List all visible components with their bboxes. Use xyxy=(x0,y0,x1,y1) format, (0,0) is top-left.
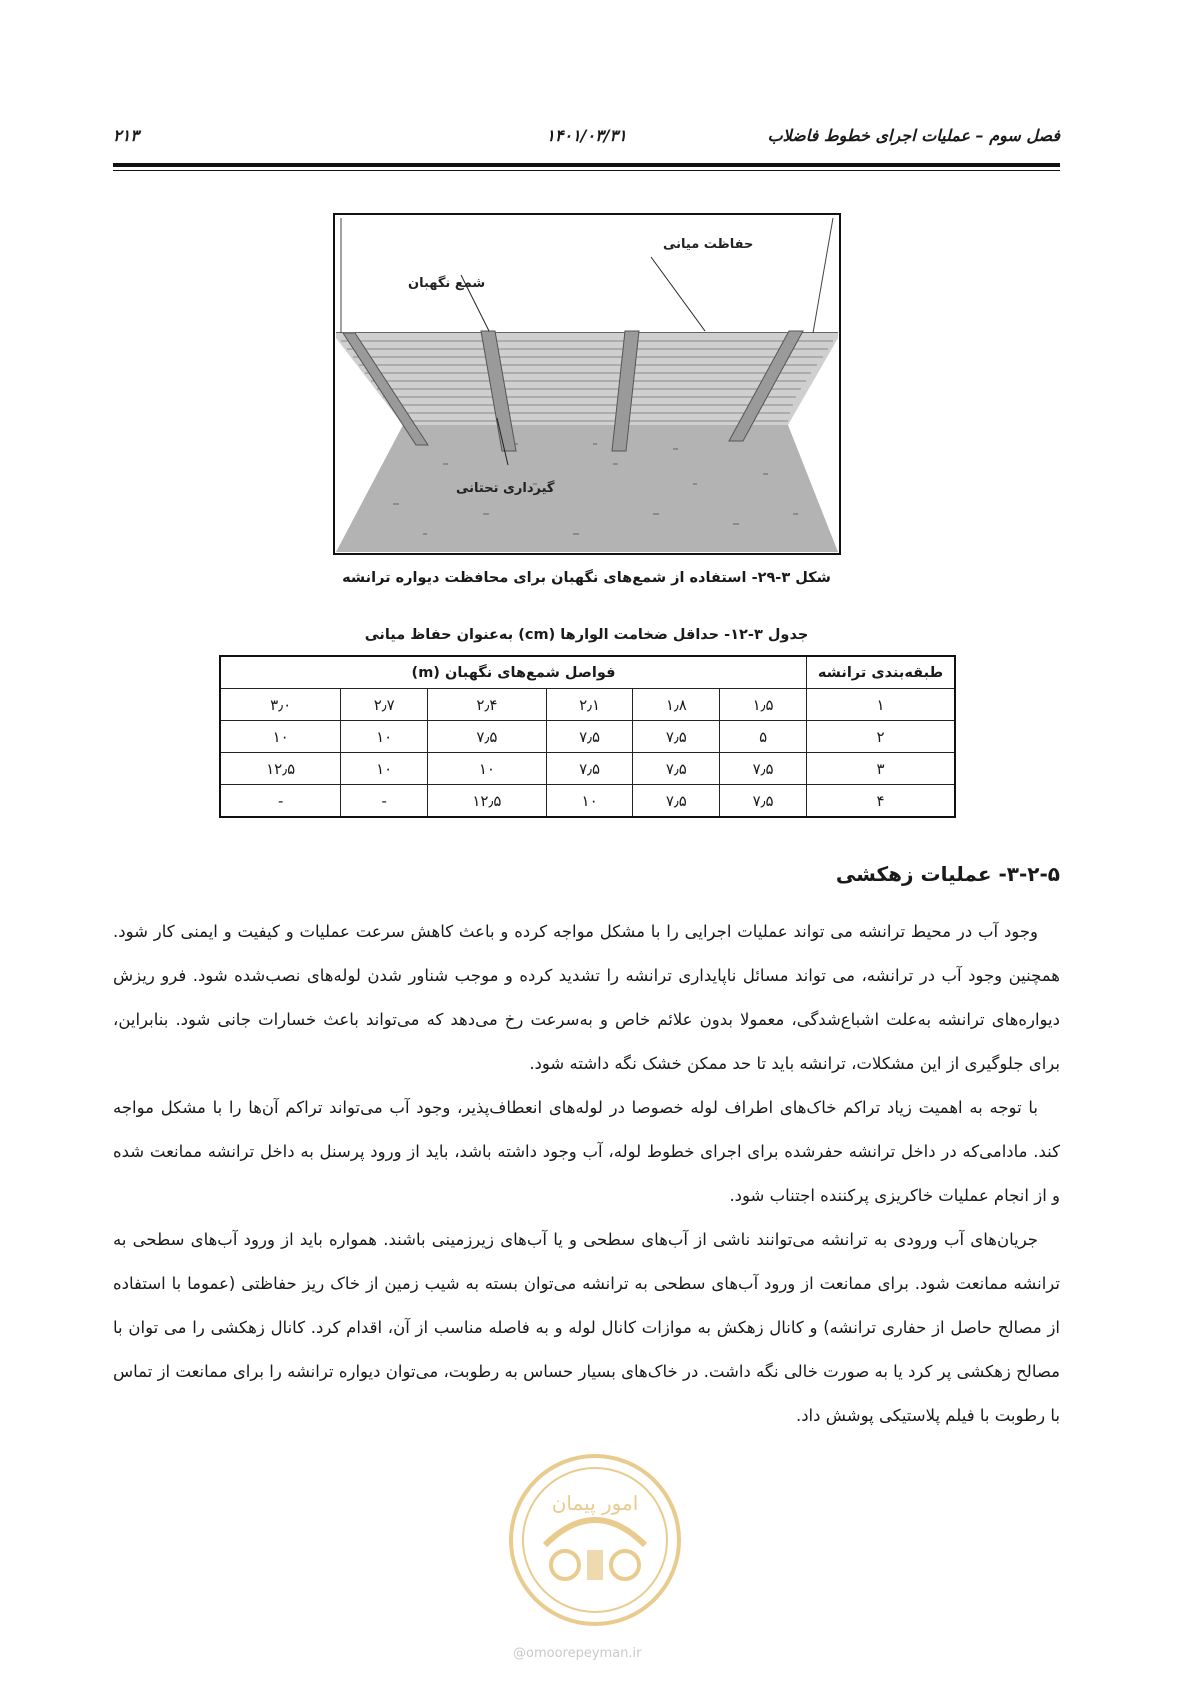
table-cell: ۱۲٫۵ xyxy=(220,753,341,785)
table-cell: ۱٫۵ xyxy=(720,689,807,721)
table-cell: ۱ xyxy=(807,689,956,721)
table-cell: ۱۰ xyxy=(220,721,341,753)
table-cell: ۲ xyxy=(807,721,956,753)
trench-figure xyxy=(333,213,841,555)
table-cell: ۵ xyxy=(720,721,807,753)
table-cell: - xyxy=(220,785,341,818)
table-row xyxy=(220,785,955,818)
watermark-url: @omoorepeyman.ir xyxy=(513,1646,642,1661)
table-cell: ۷٫۵ xyxy=(633,721,720,753)
table-cell: ۱۲٫۵ xyxy=(428,785,547,818)
table-row xyxy=(220,753,955,785)
label-floor-bracing: گیرداری تحتانی xyxy=(456,481,555,496)
table-cell: ۷٫۵ xyxy=(720,785,807,818)
paragraph: وجود آب در محیط ترانشه می تواند عملیات اجرایی را با مشکل مواجه کرده و باعث کاهش سرعت عملیات و کیفیت و ایمنی کار شود. همچنین وجود آب در ترانشه، می تواند مسائل ناپایداری ترانشه را تشدید کرده و موجب شناور شدن لوله‌های نصب‌شده شود. فرو ریزش دیواره‌های ترانشه به‌علت اشباع‌شدگی، معمولا بدون علائم خاص و به‌سرعت رخ می‌دهد که می‌تواند باعث خسارات جانی شود. بنابراین، برای جلوگیری از این مشکلات، ترانشه باید تا حد ممکن خشک نگه داشته شود. xyxy=(113,922,1060,1073)
section-heading: ۳-۲-۵- عملیات زهکشی xyxy=(835,862,1060,886)
table-cell: ۱۰ xyxy=(428,753,547,785)
table-row xyxy=(220,721,955,753)
table-cell: ۱۰ xyxy=(341,753,428,785)
table-cell: ۱۰ xyxy=(546,785,633,818)
table-cell: ۳ xyxy=(807,753,956,785)
label-guard-candle: شمع نگهبان xyxy=(408,276,486,291)
header-spacing: فواصل شمع‌های نگهبان (m) xyxy=(220,656,807,689)
table-cell: ۲٫۴ xyxy=(428,689,547,721)
header-rule xyxy=(113,163,1060,167)
running-header xyxy=(113,126,1060,154)
header-classification: طبقه‌بندی ترانشه xyxy=(807,656,956,689)
table-cell: ۲٫۱ xyxy=(546,689,633,721)
paragraph: جریان‌های آب ورودی به ترانشه می‌توانند ناشی از آب‌های سطحی و یا آب‌های زیرزمینی باشند. همواره باید از ورود آب‌های سطحی به ترانشه ممانعت شود. برای ممانعت از ورود آب‌های سطحی به ترانشه می‌توان بسته به شیب زمین از خاک ریز حفاظتی (عموما با استفاده از مصالح حاصل از حفاری ترانشه) و کانال زهکش به موازات کانال لوله و به فاصله مناسب از آن، اقدام کرد. کانال زهکشی را می توان با مصالح زهکشی پر کرد یا به صورت خالی نگه داشت. در خاک‌های بسیار حساس به رطوبت، می‌توان دیواره ترانشه را برای ممانعت از تماس با رطوبت با فیلم پلاستیکی پوشش داد. xyxy=(113,1230,1060,1425)
trench-illustration xyxy=(333,213,841,555)
table-header-row xyxy=(220,656,955,689)
paragraph: با توجه به اهمیت زیاد تراکم خاک‌های اطراف لوله خصوصا در لوله‌های انعطاف‌پذیر، وجود آب می‌تواند تراکم آن‌ها را با مشکل مواجه کند. مادامی‌که در داخل ترانشه حفرشده برای اجرای خطوط لوله، آب وجود داشته باشد، باید از ورود پرسنل به داخل ترانشه ممانعت شده و از انجام عملیات خاکریزی پرکننده اجتناب شود. xyxy=(113,1098,1060,1205)
table-cell: ۷٫۵ xyxy=(633,785,720,818)
table-cell: ۱۰ xyxy=(341,721,428,753)
table-cell: ۳٫۰ xyxy=(220,689,341,721)
body-text xyxy=(113,910,1060,1438)
table-cell: ۷٫۵ xyxy=(546,721,633,753)
table-caption: جدول ۳-۱۲- حداقل ضخامت الوارها (cm) به‌عنوان حفاظ میانی xyxy=(364,627,809,643)
header-date: ۱۴۰۱/۰۳/۳۱ xyxy=(546,126,627,145)
table-cell: ۷٫۵ xyxy=(633,753,720,785)
table-cell: - xyxy=(341,785,428,818)
table-cell: ۷٫۵ xyxy=(720,753,807,785)
label-middle-protection: حفاظت میانی xyxy=(663,237,754,252)
plank-thickness-table xyxy=(219,655,956,818)
table-row xyxy=(220,689,955,721)
seal-text: امور پیمان xyxy=(551,1491,639,1515)
table-cell: ۷٫۵ xyxy=(428,721,547,753)
header-rule-thin xyxy=(113,170,1060,171)
figure-caption: شکل ۳-۲۹- استفاده از شمع‌های نگهبان برای محافظت دیواره ترانشه xyxy=(342,570,831,586)
table-cell: ۴ xyxy=(807,785,956,818)
table-cell: ۱٫۸ xyxy=(633,689,720,721)
table-cell: ۷٫۵ xyxy=(546,753,633,785)
chapter-title: فصل سوم – عملیات اجرای خطوط فاضلاب xyxy=(767,126,1060,145)
page-number: ۲۱۳ xyxy=(113,126,139,145)
watermark-seal-icon xyxy=(505,1450,685,1630)
table-cell: ۲٫۷ xyxy=(341,689,428,721)
